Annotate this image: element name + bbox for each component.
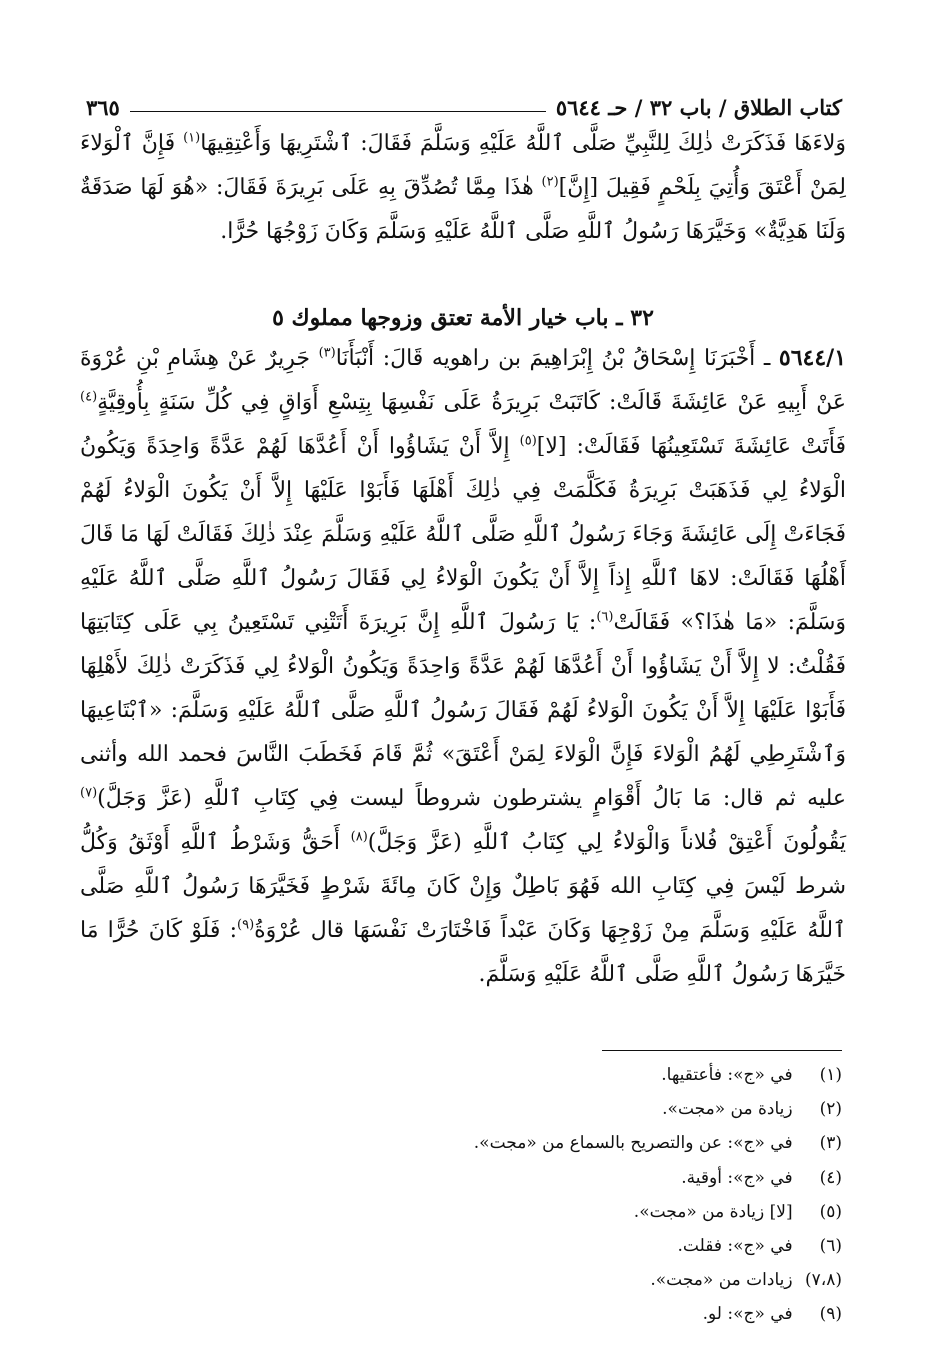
footnote-number: (١): [819, 1065, 842, 1085]
footnote-item: [222, 1126, 842, 1160]
hadith-text-5: : يَا رَسُولَ ٱللَّهِ إِنَّ بَرِيرَةَ أَتَتْنِي تَسْتَعِينُ بِي عَلَى كِتَابَتِهَا فَقُلْتُ: لا إِلاَّ أَنْ يَشَاؤُوا أَنْ أَعُدَّهَا لَهُمْ عَدَّةً وَاحِدَةً وَيَكُونُ الْوَلاءُ لِي فَذَكَرَتْ ذٰلِكَ لأَهْلِهَا فَأَبَوْا عَلَيْهَا إِلاَّ أَنْ يَكُونَ الْوَلاءُ لَهُمْ فَقَالَ رَسُولُ ٱللَّهِ صَلَّى ٱللَّهُ عَلَيْهِ وَسَلَّمَ: «ٱبْتَاعِيهَا وَٱشْتَرِطِي لَهُمُ الْوَلاءَ فَإِنَّ الْوَلاءَ لِمَنْ أَعْتَقَ» ثُمَّ قَامَ فَخَطَبَ النَّاسَ فحمد الله وأثنى عليه ثم قال: مَا بَالُ أَقْوَامٍ يشترطون شروطاً ليست فِي كِتَابِ ٱللَّهِ (عَزَّ وَجَلَّ): [80, 610, 846, 811]
footnote-ref-9: (٩): [237, 917, 255, 933]
footnote-number: (٢): [819, 1099, 842, 1120]
footnote-ref-8: (٨): [350, 829, 368, 845]
footnotes-list: [222, 1058, 842, 1332]
footnote-item: [222, 1161, 842, 1195]
footnote-ref-2: (٢): [541, 174, 559, 190]
hadith-text-8: : فَلَوْ كَانَ حُرًّا مَا خَيَّرَهَا رَسُولُ ٱللَّهِ صَلَّى ٱللَّهُ عَلَيْهِ وَسَلَّمَ.: [80, 918, 846, 987]
intro-paragraph: [80, 122, 846, 254]
page-number: ٣٦٥: [86, 95, 120, 120]
footnote-text: في «ج»: لو.: [702, 1304, 793, 1325]
footnote-number: (٧،٨): [804, 1270, 842, 1291]
intro-text-3: هٰذَا مِمَّا تُصُدِّقَ بِهِ عَلَى بَرِيرَةَ فَقَالَ: «هُوَ لَهَا صَدَقَةٌ وَلَنَا هَدِيَّةٌ» وَخَيَّرَهَا رَسُولُ ٱللَّهِ صَلَّى ٱللَّهُ عَلَيْهِ وَسَلَّمَ وَكَانَ زَوْجُهَا حُرًّا.: [80, 175, 846, 244]
footnote-item: [222, 1058, 842, 1092]
footnote-ref-3: (٣): [318, 345, 336, 361]
footnote-item: [222, 1297, 842, 1331]
hadith-text-3: فَأَتَتْ عَائِشَةَ تَسْتَعِينُهَا فَقَالَتْ: [لا]: [536, 434, 846, 459]
chapter-heading: ٣٢ ـ باب خيار الأمة تعتق وزوجها مملوك ٥: [272, 305, 654, 331]
intro-text-1: وَلاءَهَا فَذَكَرَتْ ذٰلِكَ لِلنَّبِيِّ صَلَّى ٱللَّهُ عَلَيْهِ وَسَلَّمَ فَقَالَ: ٱشْتَرِيهَا وَأَعْتِقِيهَا: [200, 131, 846, 156]
footnote-text: زيادة من «مجت».: [662, 1099, 793, 1120]
footnote-ref-7: (٧): [80, 785, 98, 801]
hadith-text-7: أَحَقُّ وَشَرْطُ ٱللَّهِ أَوْثَقُ وَكُلُّ شرط لَيْسَ فِي كِتَابِ الله فَهُوَ بَاطِلٌ وَإِنْ كَانَ مِائَةَ شَرْطٍ فَخَيَّرَهَا رَسُولُ ٱللَّهِ صَلَّى ٱللَّهُ عَلَيْهِ وَسَلَّمَ مِنْ زَوْجِهَا وَكَانَ عَبْداً فَاخْتَارَتْ نَفْسَهَا قال عُرْوَةُ: [80, 830, 846, 943]
hadith-paragraph: [80, 336, 846, 997]
footnote-item: [222, 1229, 842, 1263]
footnote-number: (٣): [819, 1133, 842, 1154]
hadith-text-6: يَقُولُونَ أَعْتِقْ فُلاناً وَالْوَلاءُ لِي كِتَابُ ٱللَّهِ (عَزَّ وَجَلَّ): [367, 830, 846, 855]
footnote-ref-4: (٤): [80, 389, 98, 405]
footnote-text: في «ج»: فقلت.: [677, 1236, 793, 1257]
footnote-item: [222, 1195, 842, 1229]
footnote-text: في «ج»: فأعتقيها.: [661, 1065, 793, 1085]
footnote-number: (٤): [819, 1167, 842, 1188]
footnote-text: [لا] زيادة من «مجت».: [633, 1201, 793, 1222]
footnote-text: في «ج»: عن والتصريح بالسماع من «مجت».: [473, 1133, 793, 1154]
footnote-text: في «ج»: أوقية.: [681, 1167, 793, 1188]
footnote-separator: [602, 1050, 842, 1051]
footnote-number: (٩): [819, 1304, 842, 1325]
hadith-text-1: ـ أَخْبَرَنَا إِسْحَاقُ بْنُ إِبْرَاهِيمَ بن راهويه قَالَ: أَنْبَأَنَا: [335, 346, 779, 371]
hadith-text-2: جَرِيرٌ عَنْ هِشَامِ بْنِ عُرْوَةَ عَنْ أَبِيهِ عَنْ عَائِشَةَ قَالَتْ: كَاتَبَتْ بَرِيرَةُ عَلَى نَفْسِهَا بِتِسْعِ أَوَاقٍ فِي كُلِّ سَنَةٍ بِأُوقِيَّةٍ: [80, 346, 846, 415]
header-rule: [130, 111, 546, 112]
footnote-item: [222, 1092, 842, 1126]
footnote-number: (٦): [819, 1236, 842, 1257]
footnote-ref-5: (٥): [519, 433, 537, 449]
running-head: [86, 84, 842, 118]
footnote-item: [222, 1263, 842, 1297]
running-title: كتاب الطلاق / باب ٣٢ / حـ ٥٦٤٤: [555, 95, 842, 120]
hadith-text-4: إِلاَّ أَنْ يَشَاؤُوا أَنْ أَعُدَّهَا لَهُمْ عَدَّةً وَاحِدَةً وَيَكُونُ الْوَلاءُ لِي فَذَهَبَتْ بَرِيرَةُ فَكَلَّمَتْ فِي ذٰلِكَ أَهْلَهَا فَأَبَوْا عَلَيْهَا إِلاَّ أَنْ يَكُونَ الْوَلاءُ لَهُمْ فَجَاءَتْ إِلَى عَائِشَةَ وَجَاءَ رَسُولُ ٱللَّهِ صَلَّى ٱللَّهُ عَلَيْهِ وَسَلَّمَ عِنْدَ ذٰلِكَ فَقَالَتْ لَهَا مَا قَالَ أَهْلُهَا فَقَالَتْ: لاهَا ٱللَّهِ إِذاً إِلاَّ أَنْ يَكُونَ الْوَلاءُ لِي فَقَالَ رَسُولُ ٱللَّهِ صَلَّى ٱللَّهُ عَلَيْهِ وَسَلَّمَ: «مَا هٰذَا؟» فَقَالَتْ: [80, 434, 847, 635]
footnote-number: (٥): [819, 1201, 842, 1222]
intro-text-2: فَإِنَّ ٱلْوَلاءَ لِمَنْ أَعْتَقَ وَأُتِيَ بِلَحْمٍ فَقِيلَ [إِنَّ]: [80, 131, 846, 200]
footnote-text: زيادات من «مجت».: [650, 1270, 793, 1291]
footnote-ref-6: (٦): [596, 609, 614, 625]
hadith-number: ٥٦٤٤/١: [778, 345, 847, 371]
footnote-ref-1: (١): [183, 130, 201, 146]
